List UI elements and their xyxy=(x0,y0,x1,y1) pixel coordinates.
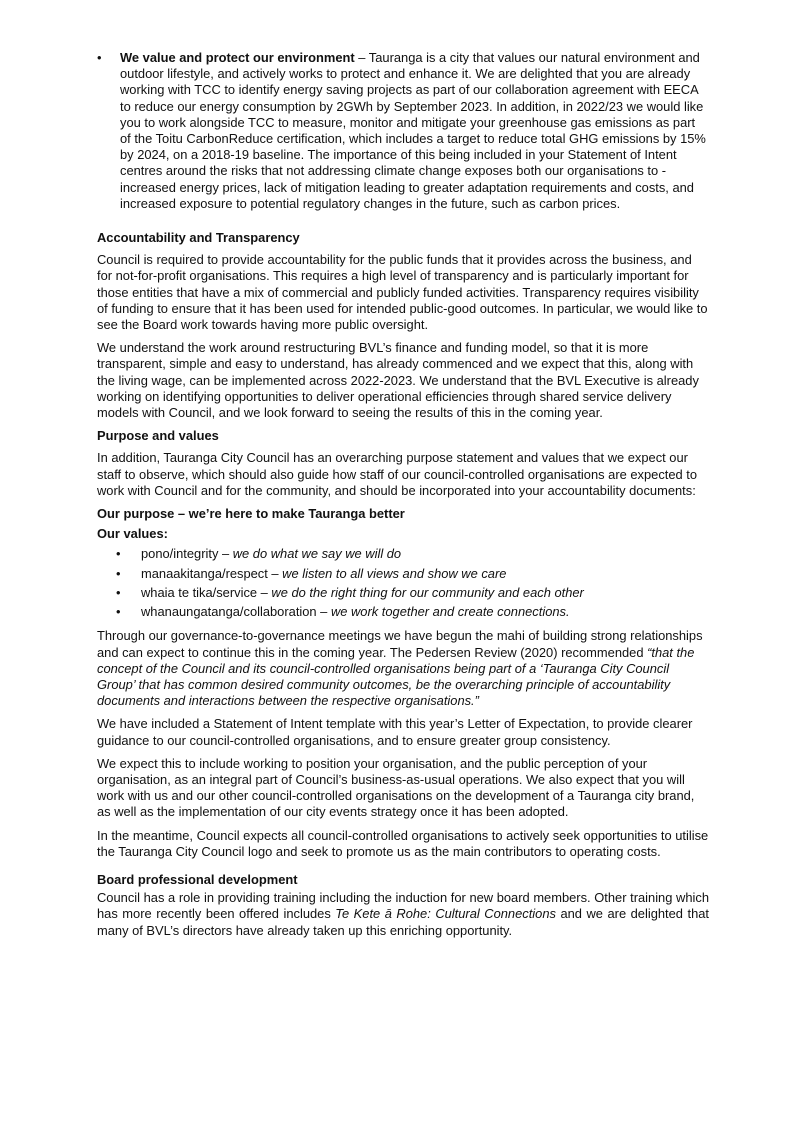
board-text-b: and we are delighted that many of BVL’s directors have already taken up this enriching opportunity. xyxy=(97,906,709,938)
environment-text: – Tauranga is a city that values our natural environment and outdoor lifestyle, and actively works to protect and enhance it. We are delighted that you are already working with TCC to identify energy saving projects as part of our collaboration agreement with EECA to reduce our energy consumption by 2GWh by September 2023. In addition, in 2022/23 we would like you to work alongside TCC to measure, monitor and mitigate your greenhouse gas emissions as part of the Toitu CarbonReduce certification, which includes a target to reduce total GHG emissions by 15% by 2024, on a 2018-19 baseline. The importance of this being included in your Statement of Intent centres around the risks that not addressing climate change exposes both our organisations to - increased energy prices, lack of mitigation leading to greater adaptation requirements and costs, and increased exposure to potential regulatory changes in the future, such as carbon prices. xyxy=(120,50,706,211)
statement-of-intent-paragraph: We have included a Statement of Intent template with this year’s Letter of Expectation, to provide clearer guidance to our council-controlled organisations, and to ensure greater group consistency. xyxy=(97,716,693,748)
accountability-paragraph-1: Council is required to provide accountability for the public funds that it provides across the business, and for not-for-profit organisations. This requires a high level of transparency and is particularly important for those entities that have a mix of commercial and publicly funded activities. Transparency requires visibility of funding to ensure that it has been used for intended public-good outcomes. In particular, we would like to see the Board work towards having more public oversight. xyxy=(97,252,708,333)
values-list xyxy=(97,546,709,620)
bullet-marker: • xyxy=(116,546,121,562)
pedersen-paragraph xyxy=(97,628,709,709)
purpose-values-paragraph-1: In addition, Tauranga City Council has an overarching purpose statement and values that we expect our staff to observe, which should also guide how staff of our council-controlled organisations are expected to work with Council and for the community, and should be incorporated into your accountability documents: xyxy=(97,450,698,498)
value-term: pono/integrity – xyxy=(141,546,233,562)
accountability-heading: Accountability and Transparency xyxy=(97,230,300,246)
list-item xyxy=(97,566,709,582)
page-content xyxy=(97,50,709,946)
value-term: whaia te tika/service – xyxy=(141,584,272,600)
bullet-marker: • xyxy=(97,50,102,65)
values-heading: Our values: xyxy=(97,526,168,542)
brand-paragraph: We expect this to include working to position your organisation, and the public perception of your organisation, as an integral part of Council’s business-as-usual operations. We also expect that you will work with us and our other council-controlled organisations on the development of a Tauranga city brand, as well as the implementation of our city events strategy once it has been adopted. xyxy=(97,755,695,820)
board-text-a: Council has a role in providing training including the induction for new board members. Other training which has more recently been offered includes xyxy=(97,890,709,922)
board-programme-name: Te Kete ā Rohe: Cultural Connections xyxy=(335,906,556,922)
bullet-marker: • xyxy=(116,604,121,620)
environment-bullet xyxy=(97,50,709,212)
list-item xyxy=(97,546,709,562)
pedersen-quote: “that the concept of the Council and its council-controlled organisations being part of a ‘Tauranga City Council Group’ that has common desired community outcomes, be the overarching principle of accountability documents and interactions between the respective organisations.” xyxy=(97,644,695,709)
value-description: we do what we say we will do xyxy=(232,546,402,562)
value-description: we listen to all views and show we care xyxy=(282,565,507,581)
board-development-paragraph xyxy=(97,890,709,939)
bullet-marker: • xyxy=(116,565,121,581)
logo-paragraph: In the meantime, Council expects all council-controlled organisations to actively seek opportunities to utilise the Tauranga City Council logo and seek to promote us as the main contributors to operating costs. xyxy=(97,827,709,859)
pedersen-text: Through our governance-to-governance meetings we have begun the mahi of building strong relationships and can expect to continue this in the coming year. The Pedersen Review (2020) recommended xyxy=(97,628,703,660)
bullet-marker: • xyxy=(116,584,121,600)
accountability-paragraph-2: We understand the work around restructuring BVL’s finance and funding model, so that it is more transparent, simple and easy to understand, has already commenced and we expect that this, along with the living wage, can be implemented across 2022-2023. We understand that the BVL Executive is already working on identifying opportunities to deliver operational efficiencies through shared service delivery models with Council, and we look forward to seeing the results of this in the coming year. xyxy=(97,340,699,421)
value-description: we do the right thing for our community and each other xyxy=(271,584,584,600)
environment-heading: We value and protect our environment xyxy=(120,50,355,65)
value-term: manaakitanga/respect – xyxy=(141,565,283,581)
list-item xyxy=(97,604,709,620)
list-item xyxy=(97,585,709,601)
board-development-heading: Board professional development xyxy=(97,871,298,887)
value-description: we work together and create connections. xyxy=(330,604,570,620)
purpose-values-heading: Purpose and values xyxy=(97,428,219,444)
purpose-statement: Our purpose – we’re here to make Tauranga better xyxy=(97,506,405,522)
value-term: whanaungatanga/collaboration – xyxy=(141,604,331,620)
